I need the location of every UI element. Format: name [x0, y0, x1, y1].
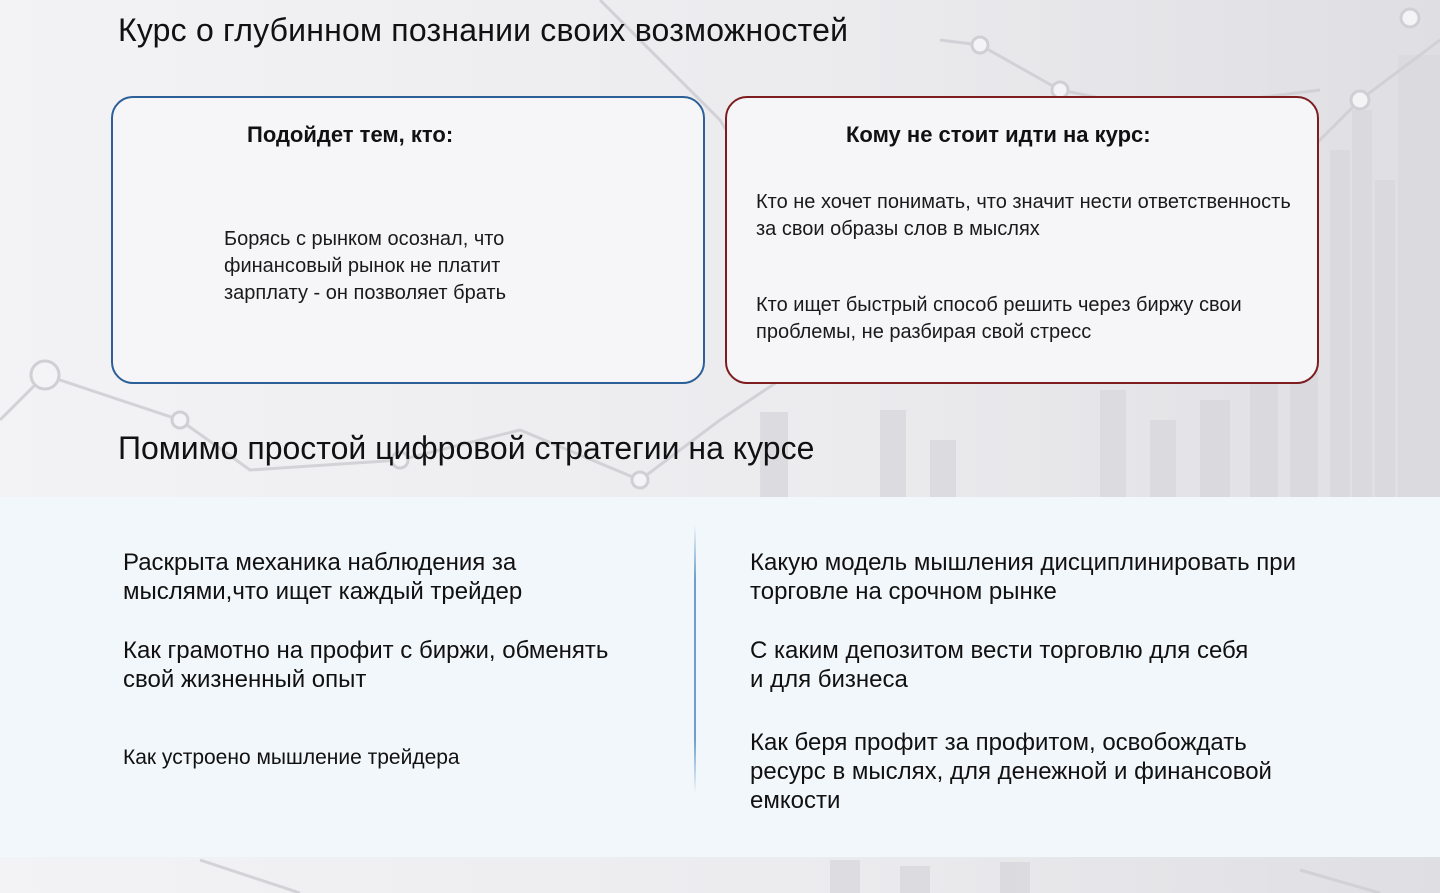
not-suitable-item: Кто не хочет понимать, что значит нести ответственность за свои образы слов в мыслях — [756, 191, 1291, 240]
not-suitable-item: Кто ищет быстрый способ решить через биржу свои проблемы, не разбирая свой стресс — [756, 294, 1242, 343]
features-panel — [0, 497, 1440, 857]
suitable-item: Борясь с рынком осознал, что финансовый рынок не платит зарплату - он позволяет брать — [224, 228, 506, 304]
section-title: Помимо простой цифровой стратегии на курсе — [118, 430, 815, 466]
page-title: Курс о глубинном познании своих возможностей — [118, 12, 849, 48]
feature-item: Как грамотно на профит с биржи, обменять свой жизненный опыт — [123, 637, 609, 693]
not-suitable-card-title: Кому не стоит идти на курс: — [846, 122, 1151, 147]
feature-item: Раскрыта механика наблюдения за мыслями,что ищет каждый трейдер — [123, 549, 523, 605]
feature-item: Как беря профит за профитом, освобождать ресурс в мыслях, для денежной и финансовой емкости — [750, 729, 1272, 814]
not-suitable-card — [725, 96, 1319, 384]
feature-item: Как устроено мышление трейдера — [123, 746, 460, 769]
feature-item: С каким депозитом вести торговлю для себя и для бизнеса — [750, 637, 1249, 693]
column-divider — [694, 525, 696, 793]
suitable-card — [111, 96, 705, 384]
feature-item: Какую модель мышления дисциплинировать при торговле на срочном рынке — [750, 549, 1297, 605]
suitable-card-title: Подойдет тем, кто: — [247, 122, 454, 147]
